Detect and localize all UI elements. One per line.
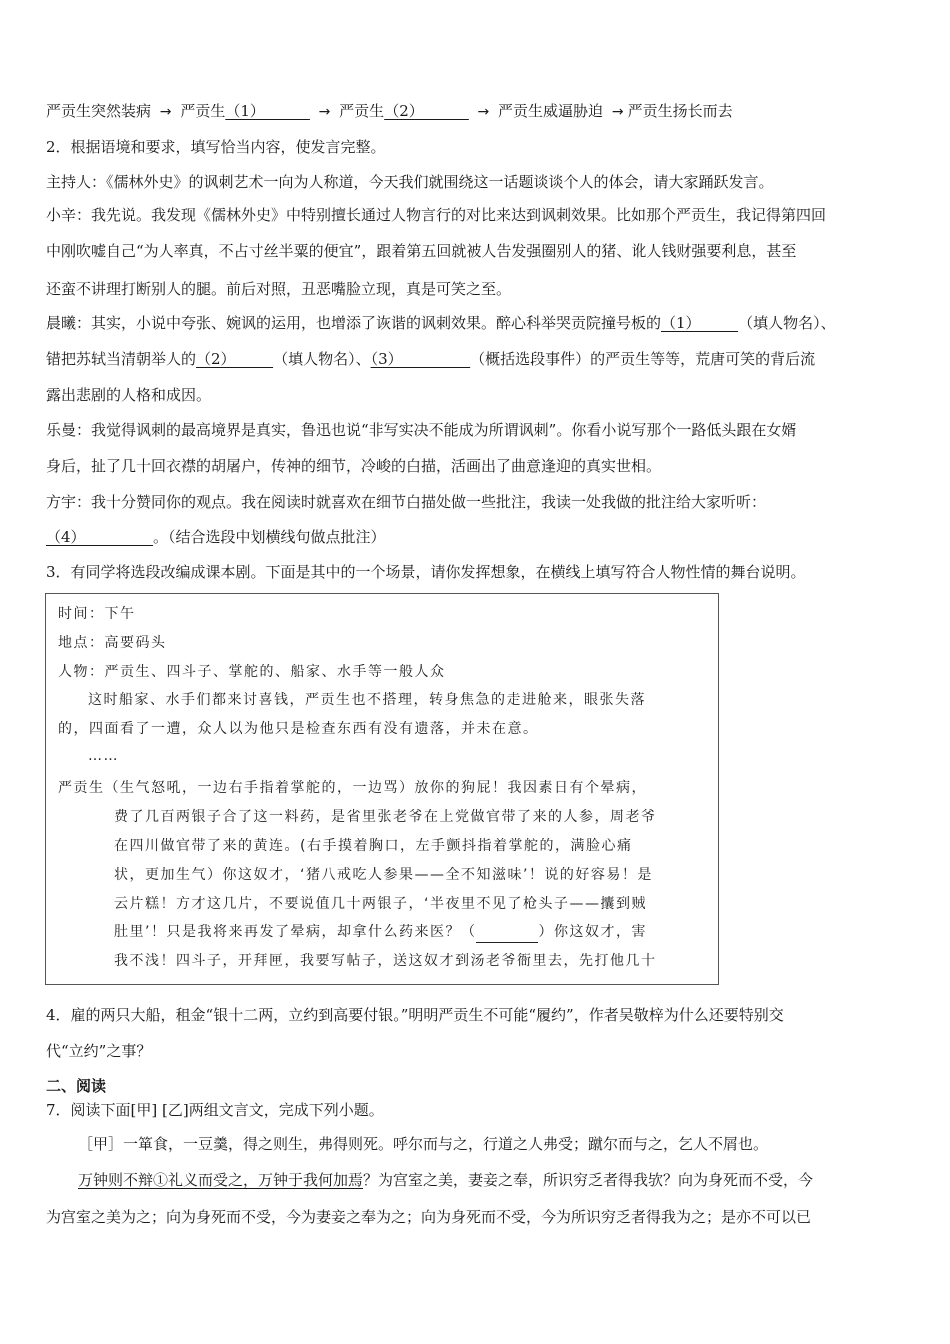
- flow-step-1: 严贡生突然装病: [46, 102, 152, 120]
- leman-speech-line-2: 身后，扯了几十回衣襟的胡屠户，传神的细节，冷峻的白描，活画出了曲意逢迎的真实世相。: [46, 457, 662, 475]
- flow-blank-2[interactable]: （2）______: [384, 102, 469, 120]
- question-7-title: 7．阅读下面[甲] [乙]两组文言文，完成下列小题。: [46, 1101, 384, 1119]
- script-direction-line-1: 这时船家、水手们都来讨喜钱，严贡生也不搭理，转身焦急的走进舱来，眼张失落: [88, 692, 646, 708]
- question-2-title: 2．根据语境和要求，填写恰当内容，使发言完整。: [46, 138, 386, 156]
- passage-text: ？为宫室之美，妻妾之奉，所识穷乏者得我欤？向为身死而不受，今: [363, 1171, 814, 1189]
- fangyu-note-line: [46, 526, 386, 548]
- flow-step-2-prefix: 严贡生: [180, 102, 226, 120]
- yan-line-2: 费了几百两银子合了这一料药，是省里张老爷在上党做官带了来的人参，周老爷: [114, 809, 657, 825]
- yan-line-5: 云片糕！方才这几片，不要说值几十两银子，‘半夜里不见了枪头子——攮到贼: [114, 896, 647, 912]
- flow-step-4: 严贡生威逼胁迫: [498, 102, 604, 120]
- chenxi-speech-line-1: [46, 312, 836, 334]
- fangyu-blank-4[interactable]: （4）_________: [46, 528, 154, 546]
- chenxi-text: （填人物名）、: [738, 314, 836, 332]
- arrow-right-icon: →: [477, 104, 490, 120]
- arrow-right-icon: →: [159, 104, 172, 120]
- question-4-line-2: 代“立约”之事？: [46, 1042, 152, 1060]
- script-scene-box: [45, 593, 719, 985]
- script-direction-line-2: 的，四面看了一遭，众人以为他只是检查东西有没有遗落，并未在意。: [58, 721, 539, 737]
- chenxi-text: 晨曦：其实，小说中夸张、婉讽的运用，也增添了诙谐的讽刺效果。醉心科举哭贡院撞号板的: [46, 314, 662, 332]
- passage-jia-line-2: [78, 1169, 813, 1191]
- leman-speech-line-1: 乐曼：我觉得讽刺的最高境界是真实，鲁迅也说“非写实决不能成为所谓讽刺”。你看小说写那个一路低头跟在女婿: [46, 421, 797, 439]
- arrow-right-icon: →: [318, 104, 331, 120]
- plot-flow-line: [46, 100, 733, 123]
- passage-jia-line-1: ［甲］一箪食，一豆羹，得之则生，弗得则死。呼尔而与之，行道之人弗受；蹴尔而与之，乞人不屑也。: [78, 1135, 769, 1153]
- flow-step-3-prefix: 严贡生: [339, 102, 385, 120]
- arrow-right-icon: →: [611, 104, 624, 120]
- chenxi-speech-line-3: 露出悲剧的人格和成因。: [46, 386, 212, 404]
- chenxi-text: （填人物名）、: [273, 350, 371, 368]
- question-4-line-1: 4．雇的两只大船，租金“银十二两，立约到高要付银。”明明严贡生不可能“履约”，作者吴敬梓为什么还要特别交: [46, 1006, 784, 1024]
- script-ellipsis: ……: [88, 748, 119, 764]
- xiaoxin-speech-line-1: 小辛：我先说。我发现《儒林外史》中特别擅长通过人物言行的对比来达到讽刺效果。比如那个严贡生，我记得第四回: [46, 206, 827, 224]
- xiaoxin-speech-line-2: 中刚吹嘘自己“为人率真，不占寸丝半粟的便宜”，跟着第五回就被人告发强圈别人的猪、讹人钱财强要利息，甚至: [46, 242, 797, 260]
- yan-line-7: 我不浅！四斗子，开拜匣，我要写帖子，送这奴才到汤老爷衙里去，先打他几十: [114, 953, 657, 969]
- yan-line-3: 在四川做官带了来的黄连。(右手摸着胸口，左手颤抖指着掌舵的，满脸心痛: [114, 838, 633, 854]
- chenxi-blank-2[interactable]: （2）_____: [196, 350, 274, 368]
- section-heading-reading: 二、阅读: [46, 1077, 107, 1095]
- host-speech: 主持人：《儒林外史》的讽刺艺术一向为人称道，今天我们就围绕这一话题谈谈个人的体会，请大家踊跃发言。: [46, 173, 774, 191]
- question-3-title: 3．有同学将选段改编成课本剧。下面是其中的一个场景，请你发挥想象，在横线上填写符合人物性情的舞台说明。: [46, 563, 806, 581]
- fangyu-speech: 方宇：我十分赞同你的观点。我在阅读时就喜欢在细节白描处做一些批注，我读一处我做的批注给大家听听：: [46, 493, 767, 511]
- passage-jia-line-3: 为宫室之美为之；向为身死而不受，今为妻妾之奉为之；向为身死而不受，今为所识穷乏者得我为之；是亦不可以已: [46, 1208, 812, 1226]
- yan-line-4: 状，更加生气）你这奴才，‘猪八戒吃人参果——全不知滋味’！说的好容易！是: [114, 867, 653, 883]
- flow-step-5: 严贡生扬长而去: [627, 102, 733, 120]
- fangyu-note-instruction: 。（结合选段中划横线句做点批注）: [153, 528, 386, 546]
- script-time: 时间：下午: [58, 606, 136, 622]
- yan-line-1: 严贡生（生气怒吼，一边右手指着掌舵的，一边骂）放你的狗屁！我因素日有个晕病，: [58, 780, 647, 796]
- flow-blank-1[interactable]: （1）______: [225, 102, 310, 120]
- chenxi-text: 错把苏轼当清朝举人的: [46, 350, 197, 368]
- yan-line-6: [114, 922, 647, 943]
- script-characters: 人物：严贡生、四斗子、掌舵的、船家、水手等一般人众: [58, 664, 446, 680]
- chenxi-speech-line-2: [46, 348, 815, 370]
- chenxi-text: （概括选段事件）的严贡生等等，荒唐可笑的背后流: [470, 350, 816, 368]
- chenxi-blank-3[interactable]: （3）_________: [370, 350, 471, 368]
- yan-line-6-text: ）你这奴才，害: [538, 924, 647, 940]
- xiaoxin-speech-line-3: 还蛮不讲理打断别人的腿。前后对照，丑恶嘴脸立现，真是可笑之至。: [46, 280, 512, 298]
- stage-direction-blank[interactable]: [476, 922, 538, 943]
- script-place: 地点：高要码头: [58, 635, 167, 651]
- yan-line-6-text: 肚里’！只是我将来再发了晕病，却拿什么药来医？（: [114, 924, 477, 940]
- chenxi-blank-1[interactable]: （1）_____: [661, 314, 739, 332]
- underlined-sentence: 万钟则不辩①礼义而受之，万钟于我何加焉: [78, 1171, 364, 1189]
